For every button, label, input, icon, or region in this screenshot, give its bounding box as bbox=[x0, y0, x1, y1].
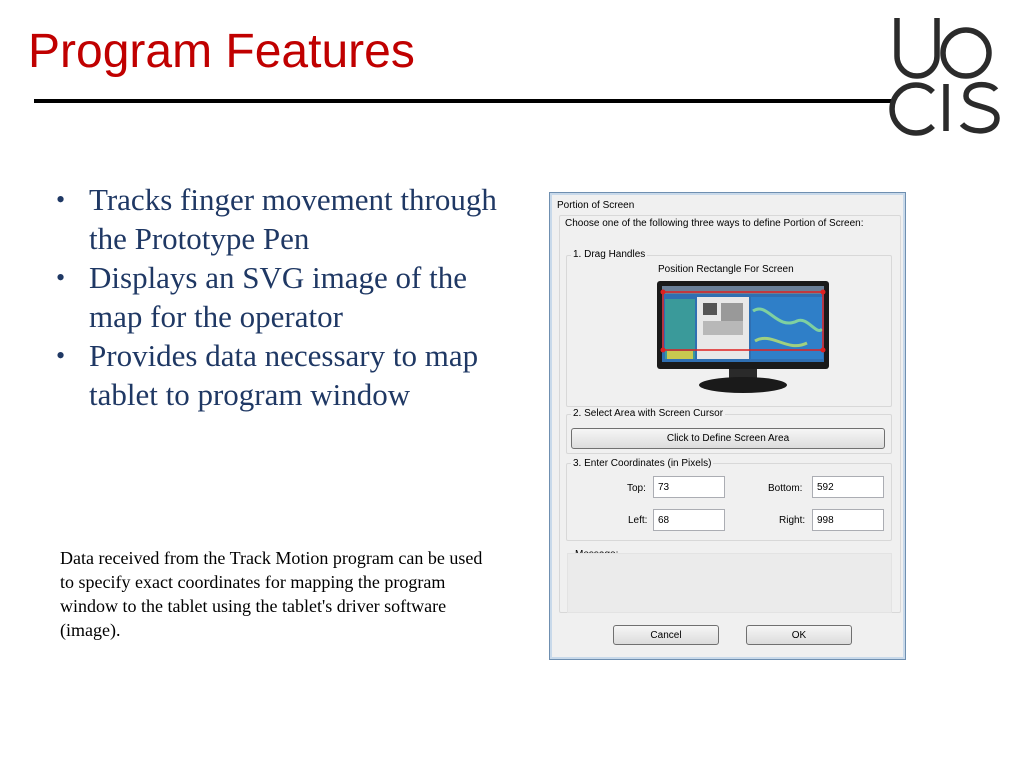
slide-title: Program Features bbox=[28, 25, 415, 78]
select-area-label: 2. Select Area with Screen Cursor bbox=[573, 408, 724, 419]
bottom-label: Bottom: bbox=[768, 483, 803, 494]
uo-cis-logo bbox=[888, 14, 1004, 141]
image-caption: Data received from the Track Motion program can be used to specify exact coordinates for mapping the program window to the tablet using the tablet's driver software (image). bbox=[60, 548, 483, 640]
define-screen-area-button[interactable]: Click to Define Screen Area bbox=[571, 428, 885, 449]
feature-item: • Provides data necessary to map tablet to program window bbox=[56, 338, 479, 412]
bullet-icon: • bbox=[56, 341, 66, 370]
left-field[interactable] bbox=[653, 509, 725, 531]
right-field[interactable] bbox=[812, 509, 884, 531]
top-field[interactable] bbox=[653, 476, 725, 498]
drag-handles-label: 1. Drag Handles bbox=[573, 249, 646, 260]
coordinates-label: 3. Enter Coordinates (in Pixels) bbox=[573, 458, 712, 469]
title-underline bbox=[34, 99, 892, 103]
portion-of-screen-dialog bbox=[549, 192, 906, 660]
bullet-icon: • bbox=[56, 185, 66, 214]
right-label: Right: bbox=[779, 515, 806, 526]
cancel-button[interactable]: Cancel bbox=[613, 625, 719, 645]
message-area bbox=[567, 553, 892, 613]
feature-item: • Displays an SVG image of the map for the operator bbox=[56, 260, 467, 334]
instruction-label: Choose one of the following three ways to define Portion of Screen: bbox=[565, 218, 864, 229]
bullet-icon: • bbox=[56, 263, 66, 292]
position-rectangle-caption: Position Rectangle For Screen bbox=[658, 264, 794, 275]
top-label: Top: bbox=[627, 483, 646, 494]
bottom-field[interactable] bbox=[812, 476, 884, 498]
left-label: Left: bbox=[628, 515, 648, 526]
feature-item: • Tracks finger movement through the Prototype Pen bbox=[56, 182, 497, 256]
monitor-preview-icon[interactable] bbox=[657, 281, 829, 400]
ok-button[interactable]: OK bbox=[746, 625, 852, 645]
feature-list bbox=[56, 180, 506, 414]
dialog-title: Portion of Screen bbox=[557, 200, 635, 211]
